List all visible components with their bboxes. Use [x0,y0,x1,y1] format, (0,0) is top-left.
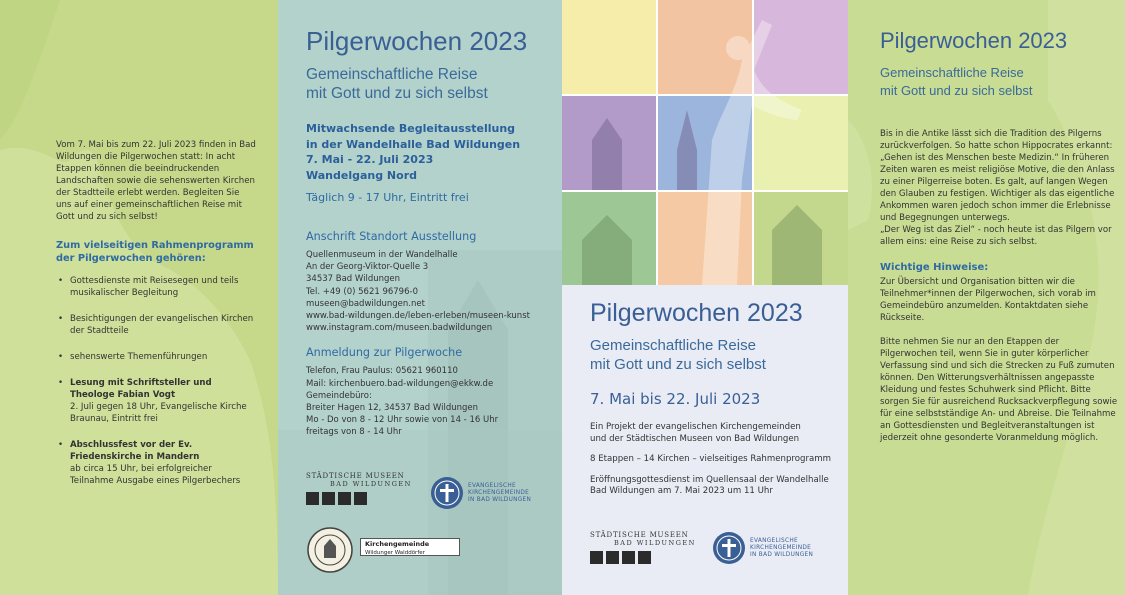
notes-heading: Wichtige Hinweise: [880,262,989,273]
program-item: • Gottesdienste mit Reisesegen und teils musikalischer Begleitung [56,275,256,299]
exhibition-info: Mitwachsende Begleitausstellung in der Wandelhalle Bad Wildungen 7. Mai - 22. Juli 2023 Wandelgang Nord [306,122,521,182]
panel4-subtitle: Gemeinschaftliche Reise mit Gott und zu sich selbst [880,65,1033,98]
church-emblem-icon [712,531,746,565]
museen-icon [622,551,635,564]
intro-paragraph: Vom 7. Mai bis zum 22. Juli 2023 finden in Bad Wildungen die Pilgerwochen statt: In acht Etappen können die beeindruckenden Landschaften sowie die sehenswerten Kirchen der Stadtteile erlebt werden. Begleiten Sie uns auf einer gemeinschaftlichen Reise mit Gott und zu sich selbst! [56,140,256,222]
seal-stamp-icon [306,526,354,574]
opening-hours: Täglich 9 - 17 Uhr, Eintritt frei [306,191,469,204]
panel-left-program [0,0,278,595]
program-item: • sehenswerte Themenführungen [56,351,256,363]
museen-icon [306,492,319,505]
registration-note: Zur Übersicht und Organisation bitten wir die Teilnehmer*innen der Pilgerwochen, sich vorab im Gemeindebüro anzumelden. Kontaktdaten siehe Rückseite. [880,277,1096,323]
info-text [880,28,1118,444]
address-block: Quellenmuseum in der Wandelhalle An der Georg-Viktor-Quelle 3 34537 Bad Wildungen Tel. +49 (0) 5621 96796-0 museen@badwildungen.net www.bad-wildungen.de/leben-erleben/museen-kunst www.instagram.com/museen.badwildungen [306,249,556,334]
program-list [56,275,256,487]
kirche-logo: EVANGELISCHE KIRCHENGEMEINDE IN BAD WILDUNGEN [712,531,813,565]
cover-title: Pilgerwochen 2023 [590,299,803,327]
kirche-logo: EVANGELISCHE KIRCHENGEMEINDE IN BAD WILDUNGEN [430,476,531,510]
museen-icon [354,492,367,505]
museen-icon [638,551,651,564]
museen-icon [606,551,619,564]
exhibition-text [306,26,556,439]
sponsor-logos [306,472,546,590]
registration-block: Telefon, Frau Paulus: 05621 960110 Mail: kirchenbuero.bad-wildungen@ekkw.de Gemeindebüro: Breiter Hagen 12, 34537 Bad Wildungen Mo - Do von 8 - 12 Uhr sowie von 14 - 16 Uhr freitags von 8 - 14 Uhr [306,365,556,438]
cover-date: 7. Mai bis 22. Juli 2023 [590,390,761,408]
mosaic-photo-motifs [562,0,848,285]
info-body [880,128,1118,444]
program-item: • Lesung mit Schriftsteller und Theologe Fabian Vogt 2. Juli gegen 18 Uhr, Evangelische Kirche Braunau, Eintritt frei [56,377,256,425]
cover-info: Ein Projekt der evangelischen Kirchengemeinden und der Städtischen Museen von Bad Wildungen 8 Etappen – 14 Kirchen – vielseitiges Rahmenprogramm Eröffnungsgottesdienst im Quellensaal der Wandelhalle Bad Wildungen am 7. Mai 2023 um 11 Uhr [590,422,832,497]
museen-logo: STÄDTISCHE MUSEEN BAD WILDUNGEN [306,472,412,505]
cover-text-box [562,285,848,595]
registration-heading: Anmeldung zur Pilgerwoche [306,346,463,360]
church-emblem-icon [430,476,464,510]
website-link[interactable]: www.bad-wildungen.de/leben-erleben/museen-kunst [306,311,530,322]
panel-exhibition [278,0,562,595]
museen-icon [590,551,603,564]
registration-email[interactable]: Mail: kirchenbuero.bad-wildungen@ekkw.de [306,378,494,389]
museen-icon [322,492,335,505]
program-item: • Besichtigungen der evangelischen Kirchen der Stadtteile [56,313,256,337]
kirchengemeinde-walddoerfer-logo: Kirchengemeinde Wildunger Walddörfer [360,538,460,556]
address-heading: Anschrift Standort Ausstellung [306,230,477,243]
panel2-title: Pilgerwochen 2023 [306,26,528,56]
panel2-subtitle: Gemeinschaftliche Reise mit Gott und zu sich selbst [306,66,488,102]
panel-info [848,0,1125,595]
panel-cover [562,0,848,595]
museen-icon [338,492,351,505]
history-paragraph: Bis in die Antike lässt sich die Tradition des Pilgerns zurückverfolgen. So hatte schon Hippocrates erkannt: „Gehen ist des Menschen beste Medizin.“ In früheren Zeiten waren es meist religiöse Motive, die den Anlass zu einer Pilgerreise boten. Es galt, auf langen Wegen den Glauben zu festigen. Wichtiger als das eigentliche Ankommen waren jedoch schon immer die Erlebnisse und Begegnungen unterwegs. [880,129,1115,223]
email-link[interactable]: museen@badwildungen.net [306,298,425,309]
motto-paragraph: „Der Weg ist das Ziel“ - noch heute ist das Pilgern vor allem eins: eine Reise zu sich selbst. [880,225,1112,247]
program-item: • Abschlussfest vor der Ev. Friedenskirche in Mandern ab circa 15 Uhr, bei erfolgreicher Teilnahme Ausgabe eines Pilgerbechers [56,439,256,487]
fitness-note: Bitte nehmen Sie nur an den Etappen der Pilgerwochen teil, wenn Sie in guter körperlicher Verfassung sind und sich die Strecken zu Fuß zumuten können. Den Witterungsverhältnissen angepasste Kleidung und festes Schuhwerk sind Pflicht. Bitte sorgen Sie für ausreichend Rucksackverpflegung sowie für eine selbstständige An- und Abreise. Die Teilnahme an Gottesdiensten und Begleitveranstaltungen ist jederzeit ohne gesonderte Voranmeldung möglich. [880,337,1118,443]
panel4-title: Pilgerwochen 2023 [880,28,1068,53]
program-heading: Zum vielseitigen Rahmenprogramm der Pilgerwochen gehören: [56,240,254,264]
cover-subtitle: Gemeinschaftliche Reise mit Gott und zu sich selbst [590,337,766,373]
program-text [56,139,256,501]
museen-logo: STÄDTISCHE MUSEEN BAD WILDUNGEN [590,531,696,564]
instagram-link[interactable]: www.instagram.com/museen.badwildungen [306,323,493,334]
